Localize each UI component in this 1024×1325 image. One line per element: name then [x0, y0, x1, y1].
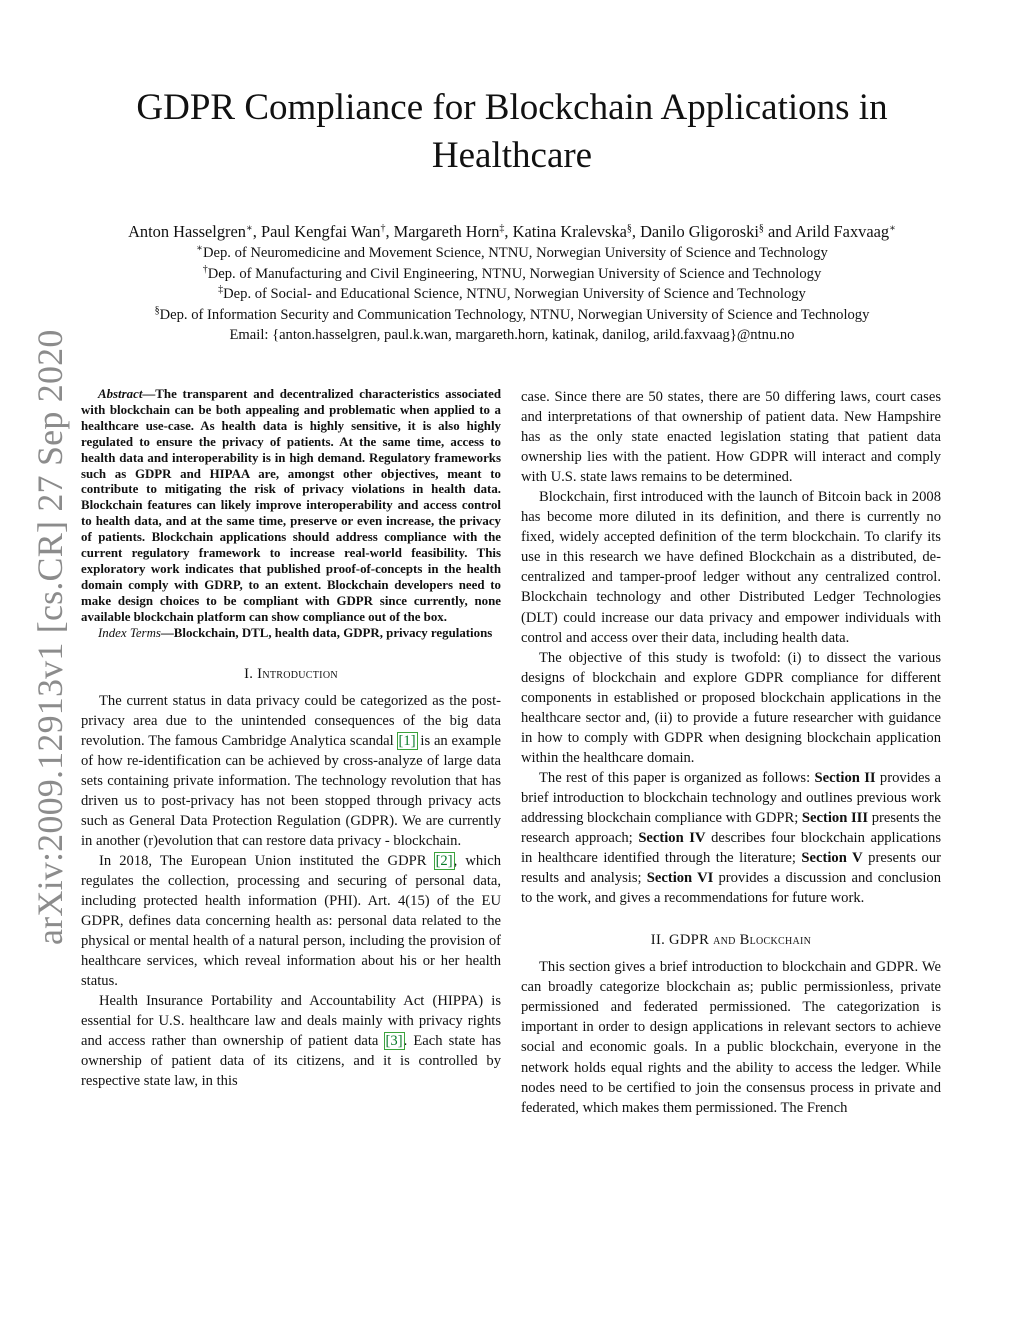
index-terms-dash: —: [160, 625, 174, 640]
affiliation-text: Dep. of Social- and Educational Science, NTNU, Norwegian University of Science and Technology: [223, 286, 806, 303]
author-mark: §: [626, 223, 632, 234]
arxiv-side-stamp: arXiv:2009.12913v1 [cs.CR] 27 Sep 2020: [30, 329, 70, 945]
author-mark: ∗: [246, 223, 253, 234]
author-mark: §: [758, 223, 764, 234]
affiliation-mark: ‡: [218, 284, 224, 296]
author-and: and: [763, 222, 795, 241]
paragraph-text: . Each state has ownership of patient data of its citizens, and it is controlled by respective state law, in this: [81, 1033, 501, 1090]
affiliation-mark: ∗: [196, 243, 203, 254]
paragraph-text: presents the research approach;: [521, 809, 941, 847]
affiliation: [60, 243, 964, 264]
author-mark: ∗: [889, 223, 896, 234]
affiliation-mark: †: [202, 263, 208, 275]
paragraph-text: provides a brief introduction to blockchain technology and outlines previous work addressing blockchain compliance with GDPR;: [521, 769, 941, 826]
index-terms-text: Blockchain, DTL, health data, GDPR, privacy regulations: [173, 625, 493, 640]
index-terms-label: Index Terms: [98, 625, 161, 640]
citation-link[interactable]: [2]: [435, 852, 453, 869]
affiliation-mark: §: [154, 304, 160, 316]
author-name: Margareth Horn: [393, 222, 500, 241]
citation-link[interactable]: [1]: [398, 732, 416, 749]
intro-paragraph-2: [81, 851, 501, 991]
paper-title: [60, 84, 964, 180]
section-heading-gdpr-blockchain: II. GDPR and Blockchain: [650, 932, 812, 949]
title-line-1: GDPR Compliance for Blockchain Applications in: [136, 87, 888, 128]
author-list: [60, 221, 964, 243]
author-mark: †: [380, 223, 386, 234]
author-name: Anton Hasselgren: [128, 222, 246, 241]
intro-paragraph-5: The objective of this study is twofold: (i) to dissect the various designs of blockchain and explore GDPR compliance for different components in established or proposed blockchain applications in the healthcare sector and, (ii) to provide a future researcher with guidance in how to comply with GDPR when designing blockchain application within the healthcare domain.: [521, 649, 941, 766]
affiliation-text: Dep. of Neuromedicine and Movement Science, NTNU, Norwegian University of Science and Technology: [202, 245, 828, 261]
left-column: [81, 387, 501, 1091]
affiliation: [60, 264, 964, 285]
paragraph-text: The current status in data privacy could be categorized as the post-privacy area due to the unintended consequences of the big data revolution. The famous Cambridge Analytica scandal: [81, 692, 501, 749]
paragraph-text: , which regulates the collection, processing and securing of personal data, including protected health information (PHI). Art. 4(15) of the EU GDPR, defines data concerning health as: personal data related to the physical or mental health of a natural person, including the provision of healthcare services, which reveal information about his or her health status.: [81, 852, 501, 990]
section-heading-introduction: I. Introduction: [244, 665, 338, 682]
intro-paragraph-1: [81, 691, 501, 851]
abstract-dash: —: [142, 387, 156, 401]
section-ref: Section IV: [638, 830, 706, 847]
affiliation-text: Dep. of Manufacturing and Civil Engineering, NTNU, Norwegian University of Science and Technology: [207, 265, 822, 282]
title-line-2: Healthcare: [431, 135, 593, 176]
paragraph-text: In 2018, The European Union instituted the GDPR: [99, 852, 435, 869]
intro-paragraph-3: [81, 991, 501, 1091]
paragraph-text: Health Insurance Portability and Accountability Act (HIPPA) is essential for U.S. healthcare law and deals mainly with privacy rights and access rather than ownership of patient data: [81, 993, 501, 1050]
paragraph-text: The rest of this paper is organized as follows:: [539, 769, 815, 786]
citation-link[interactable]: [3]: [385, 1033, 403, 1050]
affiliation: [60, 284, 964, 305]
section2-paragraph-1: This section gives a brief introduction to blockchain and GDPR. We can broadly categorize blockchain as; public permissionless, private permissioned and federated permissioned. The categorization is important in order to design applications in relevant sectors to achieve social and economic goals. In a public blockchain, everyone in the network holds equal rights and the ability to access the ledger. While nodes need to be certified to join the consensus process in private and federated, which makes them permissioned. The French: [521, 959, 941, 1116]
author-block: [60, 221, 964, 346]
email-line: Email: {anton.hasselgren, paul.k.wan, margareth.horn, katinak, danilog, arild.faxvaag}@ntnu.no: [229, 327, 795, 344]
author-separator: ,: [385, 222, 394, 241]
author-mark: ‡: [499, 223, 505, 234]
intro-paragraph-4: Blockchain, first introduced with the launch of Bitcoin back in 2008 has become more diluted in its definition, and there is currently no fixed, widely accepted definition of the term blockchain. To clarify its use in this research we have defined Blockchain as a distributed, de-centralized and tamper-proof ledger without any centralized control. Blockchain technology and other Distributed Ledger Technologies (DLT) could increase our data privacy and empower individuals with control and access over their data, including health data.: [521, 489, 941, 646]
author-separator: ,: [252, 222, 261, 241]
section-ref: Section II: [814, 769, 876, 786]
author-name: Danilo Gligoroski: [640, 222, 759, 241]
author-name: Katina Kralevska: [512, 222, 627, 241]
author-separator: ,: [504, 222, 513, 241]
abstract-label: Abstract: [98, 387, 143, 401]
author-name: Arild Faxvaag: [794, 222, 890, 241]
paragraph-text: provides a discussion and conclusion to the work, and gives a recommendations for future work.: [521, 870, 941, 907]
paragraph-text: presents our results and analysis;: [521, 850, 941, 887]
affiliation: [60, 305, 964, 326]
section-ref: Section V: [801, 850, 863, 867]
right-column: [521, 387, 941, 1118]
abstract: [81, 387, 501, 642]
author-separator: ,: [631, 222, 641, 241]
paragraph-text: describes four blockchain applications in healthcare identified through the literature;: [521, 830, 941, 867]
author-name: Paul Kengfai Wan: [261, 222, 381, 241]
abstract-text: The transparent and decentralized characteristics associated with blockchain can be both appealing and problematic when applied to a healthcare use-case. As health data is highly sensitive, it is also highly regulated to ensure the privacy of patients. At the same time, access to health data and interoperability is in high demand. Regulatory frameworks such as GDPR and HIPAA are, amongst other objectives, meant to contribute to mitigating the risk of privacy violations in health data. Blockchain features can likely improve interoperability and access control to health data, and at the same time, preserve or even increase, the privacy of patients. Blockchain applications should address compliance with the current regulatory framework to increase real-world feasibility. This exploratory work indicates that published proof-of-concepts in the health domain comply with GDRP, to an extent. Blockchain developers need to make design choices to be compliant with GDPR since currently, none available blockchain platform can show compliance out of the box.: [81, 387, 501, 624]
intro-paragraph-6: [521, 768, 941, 908]
paragraph-text: is an example of how re-identification can be achieved by cross-analyze of large data sets containing private information. The technology revolution that has driven us to post-privacy has not been stopped through privacy acts such as General Data Protection Regulation (GDPR). We are currently in another (r)evolution that can restore data privacy - blockchain.: [81, 732, 501, 849]
intro-paragraph-3-continued: case. Since there are 50 states, there are 50 differing laws, court cases and interpretations of that ownership of patient data. New Hampshire has as the only state enacted legislation stating that patient data ownership lies with the patient. How GDPR will interact and comply with U.S. state laws remains to be determined.: [521, 389, 941, 486]
section-ref: Section VI: [646, 870, 714, 887]
affiliation-text: Dep. of Information Security and Communication Technology, NTNU, Norwegian University of Science and Technology: [159, 306, 870, 323]
section-ref: Section III: [801, 809, 869, 826]
